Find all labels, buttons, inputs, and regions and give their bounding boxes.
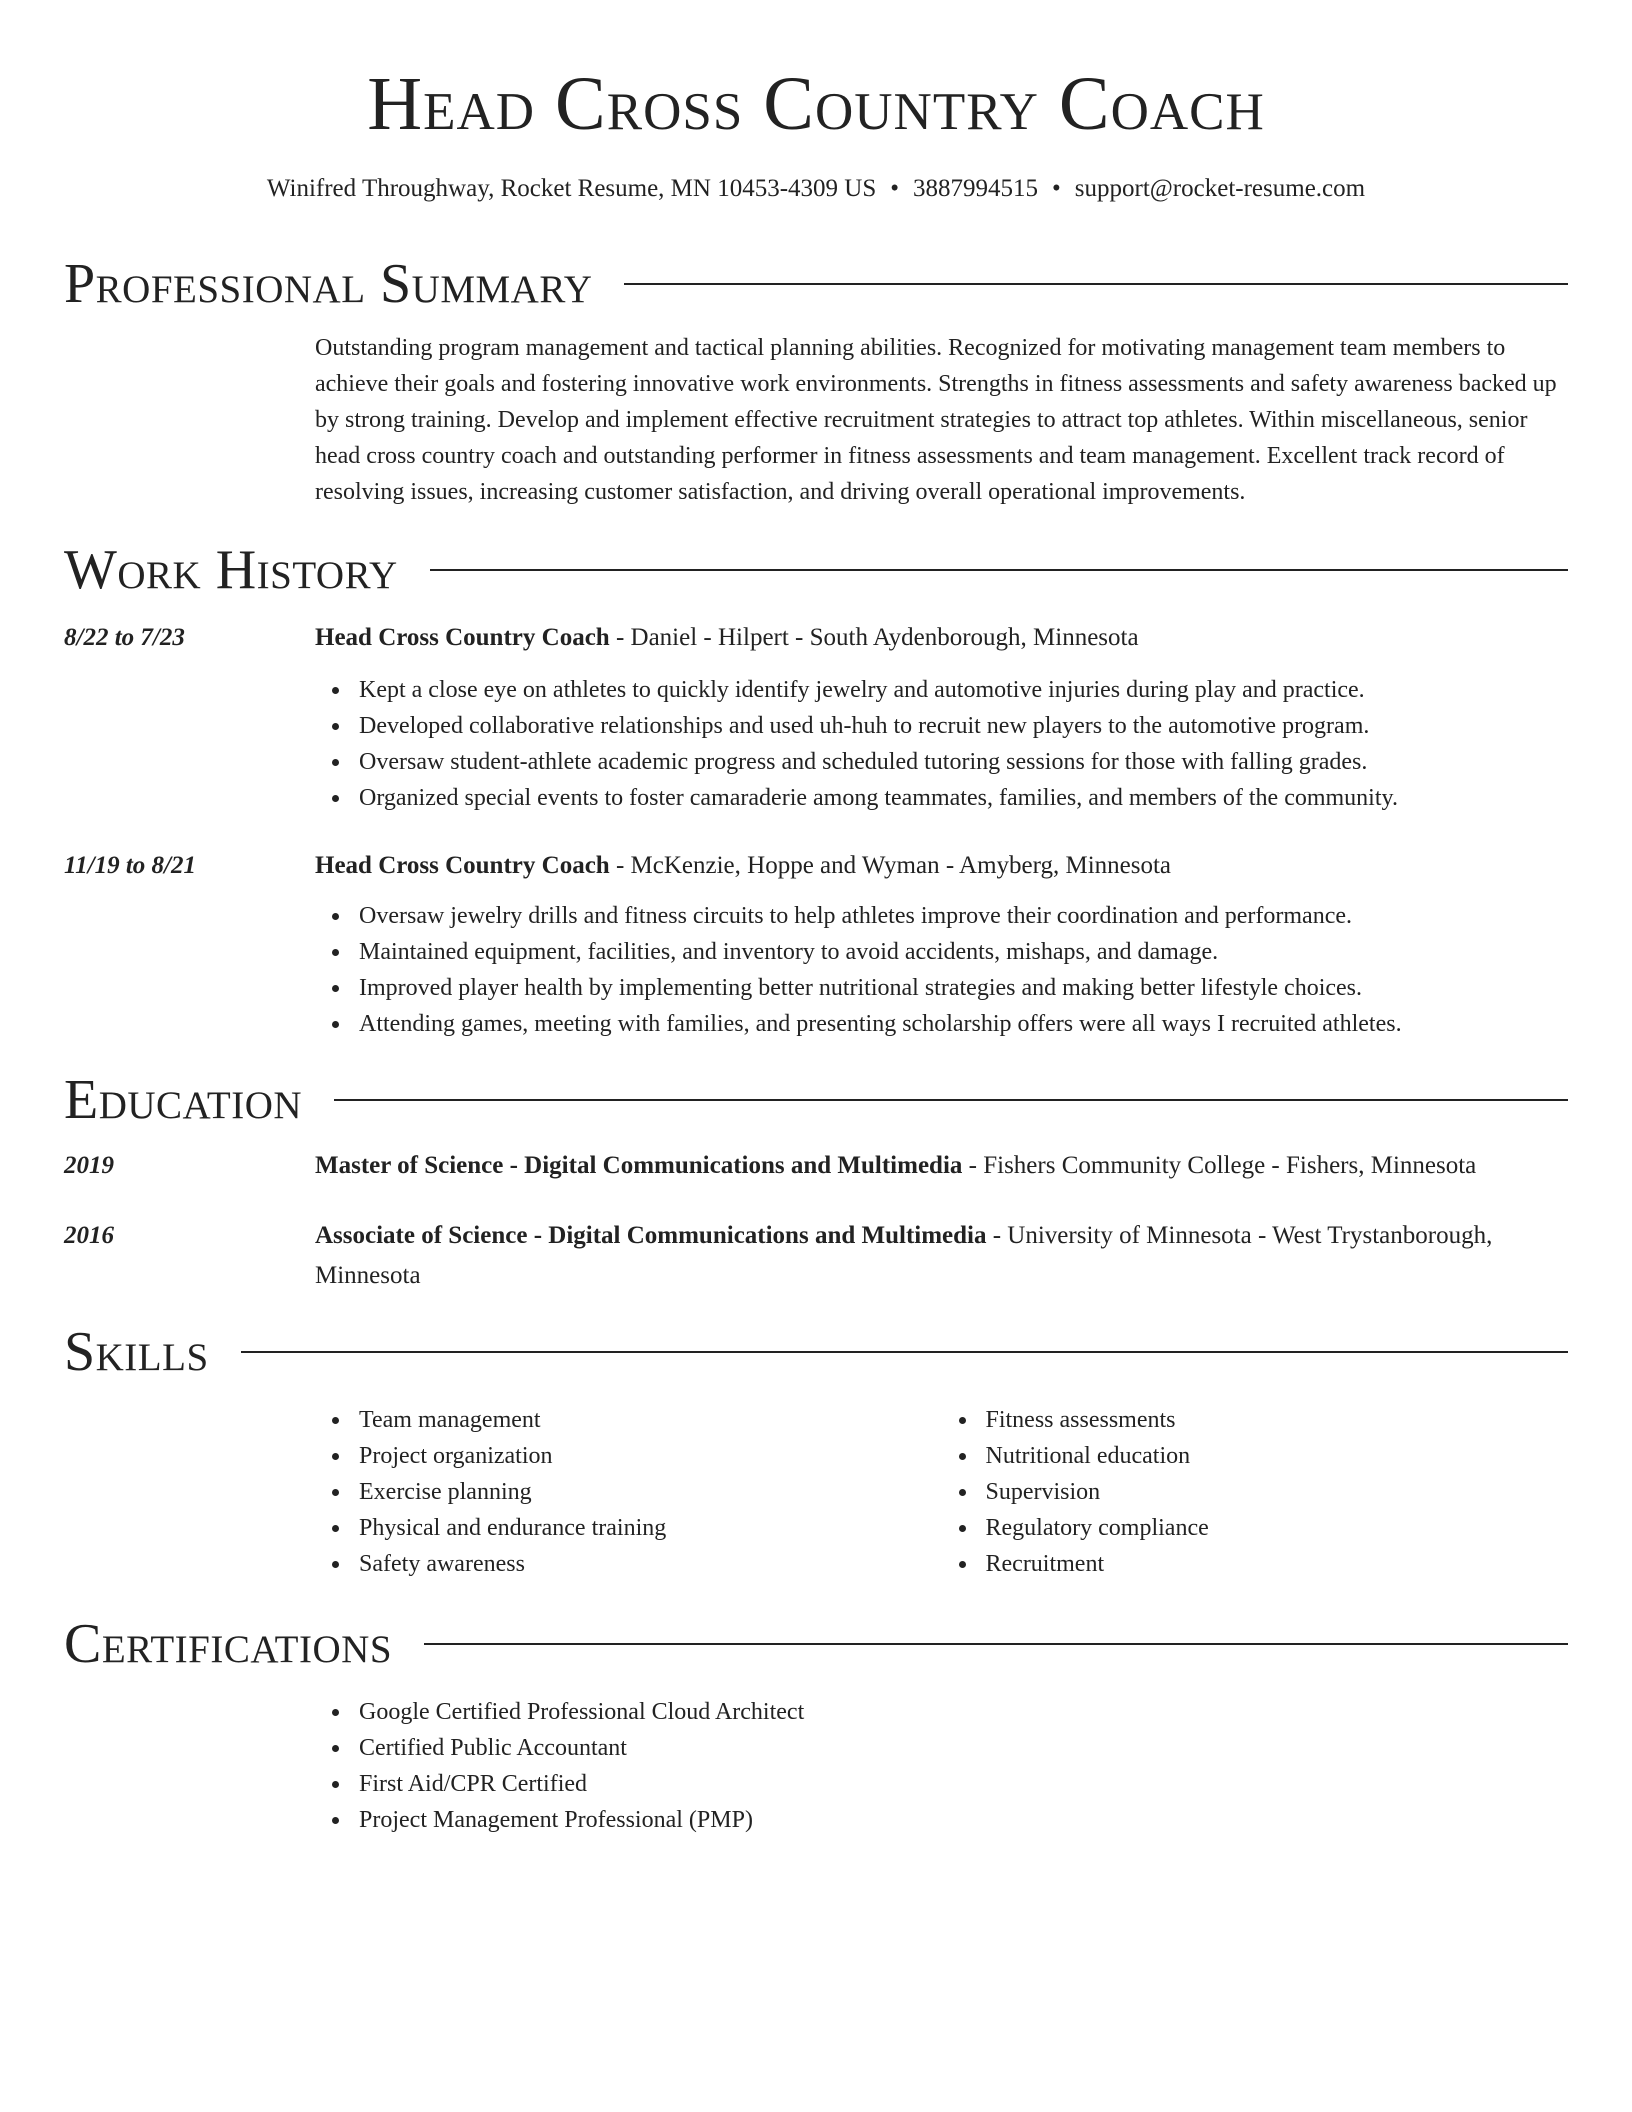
section-divider	[241, 1351, 1568, 1353]
job-bullets	[315, 898, 1568, 1042]
job-details: - McKenzie, Hoppe and Wyman - Amyberg, Minnesota	[609, 852, 1172, 879]
skill-item: Physical and endurance training	[359, 1510, 942, 1546]
skills-list-left	[315, 1402, 942, 1582]
job-title: Head Cross Country Coach	[315, 852, 610, 879]
skill-item: Supervision	[986, 1474, 1569, 1510]
job-bullet: Attending games, meeting with families, and presenting scholarship offers were all ways I recruited athletes.	[359, 1006, 1568, 1042]
skill-item: Fitness assessments	[986, 1402, 1569, 1438]
skill-item: Recruitment	[986, 1546, 1569, 1582]
section-divider	[424, 1643, 1568, 1645]
section-divider	[430, 569, 1568, 571]
section-divider	[334, 1099, 1568, 1101]
education-section	[64, 1064, 1568, 1296]
certification-item: Google Certified Professional Cloud Architect	[359, 1694, 1568, 1730]
job-entry	[64, 618, 1568, 816]
education-degree: Master of Science - Digital Communications and Multimedia	[315, 1152, 963, 1179]
education-entry	[64, 1146, 1568, 1186]
job-bullet: Oversaw jewelry drills and fitness circuits to help athletes improve their coordination and performance.	[359, 898, 1568, 934]
skills-list-right	[942, 1402, 1569, 1582]
job-bullet: Improved player health by implementing better nutritional strategies and making better lifestyle choices.	[359, 970, 1568, 1006]
education-body	[315, 1146, 1568, 1186]
education-year: 2016	[64, 1222, 114, 1249]
skills-heading: Skills	[64, 1321, 209, 1383]
certification-item: First Aid/CPR Certified	[359, 1766, 1568, 1802]
education-details: - University of Minnesota - West Trystanborough, Minnesota	[315, 1222, 1493, 1289]
certifications-section	[64, 1608, 1568, 1838]
job-header	[315, 846, 1568, 886]
skill-item: Regulatory compliance	[986, 1510, 1569, 1546]
summary-text: Outstanding program management and tactical planning abilities. Recognized for motivating management team members to achieve their goals and fostering innovative work environments. Strengths in fitness assessments and safety awareness backed up by strong training. Develop and implement effective recruitment strategies to attract top athletes. Within miscellaneous, senior head cross country coach and outstanding performer in fitness assessments and team management. Excellent track record of resolving issues, increasing customer satisfaction, and driving overall operational improvements.	[315, 335, 1557, 505]
certifications-list	[315, 1694, 1568, 1838]
job-header	[315, 618, 1568, 658]
education-header	[315, 1146, 1568, 1186]
certifications-section-header	[64, 1608, 1568, 1680]
education-header	[315, 1216, 1568, 1296]
job-bullet: Kept a close eye on athletes to quickly identify jewelry and automotive injuries during play and practice.	[359, 672, 1568, 708]
summary-section-header	[64, 248, 1568, 320]
job-entry	[64, 846, 1568, 1042]
contact-line	[64, 172, 1568, 206]
contact-address: Winifred Throughway, Rocket Resume, MN 10453-4309 US	[266, 175, 877, 202]
education-heading: Education	[64, 1069, 303, 1131]
certifications-heading: Certifications	[64, 1613, 393, 1675]
job-body	[315, 846, 1568, 1042]
education-entry	[64, 1216, 1568, 1296]
work-history-section-header	[64, 534, 1568, 606]
skills-section	[64, 1316, 1568, 1582]
contact-phone: 3887994515	[913, 175, 1039, 202]
job-details: - Daniel - Hilpert - South Aydenborough, Minnesota	[609, 624, 1139, 651]
skill-item: Nutritional education	[986, 1438, 1569, 1474]
skills-columns	[315, 1402, 1568, 1582]
work-history-heading: Work History	[64, 539, 398, 601]
job-bullet: Organized special events to foster camaraderie among teammates, families, and members of the community.	[359, 780, 1568, 816]
summary-body	[315, 330, 1568, 510]
skill-item: Project organization	[359, 1438, 942, 1474]
certifications-body	[315, 1694, 1568, 1838]
summary-heading: Professional Summary	[64, 253, 593, 315]
resume-title: Head Cross Country Coach	[367, 62, 1265, 146]
skills-section-header	[64, 1316, 1568, 1388]
education-body	[315, 1216, 1568, 1296]
certification-item: Project Management Professional (PMP)	[359, 1802, 1568, 1838]
job-bullet: Developed collaborative relationships and used uh-huh to recruit new players to the automotive program.	[359, 708, 1568, 744]
job-bullets	[315, 672, 1568, 816]
summary-section	[64, 248, 1568, 510]
contact-separator: •	[890, 175, 900, 202]
skill-item: Safety awareness	[359, 1546, 942, 1582]
job-dates: 8/22 to 7/23	[64, 624, 185, 651]
work-history-section	[64, 534, 1568, 1042]
job-bullet: Maintained equipment, facilities, and inventory to avoid accidents, mishaps, and damage.	[359, 934, 1568, 970]
contact-separator: •	[1052, 175, 1061, 202]
education-year: 2019	[64, 1152, 114, 1179]
skill-item: Exercise planning	[359, 1474, 942, 1510]
education-degree: Associate of Science - Digital Communications and Multimedia	[315, 1222, 987, 1249]
education-details: - Fishers Community College - Fishers, Minnesota	[962, 1152, 1477, 1179]
contact-email: support@rocket-resume.com	[1074, 175, 1366, 202]
job-body	[315, 618, 1568, 816]
job-title: Head Cross Country Coach	[315, 624, 610, 651]
job-dates: 11/19 to 8/21	[64, 852, 196, 879]
education-section-header	[64, 1064, 1568, 1136]
certification-item: Certified Public Accountant	[359, 1730, 1568, 1766]
resume-page	[64, 0, 1568, 1838]
skill-item: Team management	[359, 1402, 942, 1438]
section-divider	[624, 283, 1568, 285]
job-bullet: Oversaw student-athlete academic progress and scheduled tutoring sessions for those with falling grades.	[359, 744, 1568, 780]
